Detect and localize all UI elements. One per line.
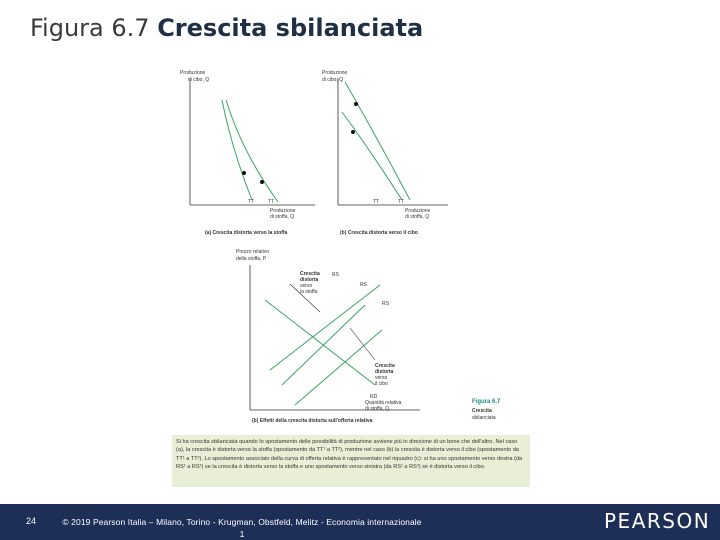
panel-a-curve-tt1	[222, 100, 252, 200]
panel-a-curve-1-label: TT	[248, 199, 255, 205]
panel-c	[236, 249, 420, 424]
panel-b-y-label-1: Produzione	[322, 70, 348, 76]
panel-c-arrow-food	[350, 328, 375, 360]
title-prefix: Figura 6.7	[30, 14, 150, 42]
panel-c-curve-rs1	[282, 305, 365, 385]
panel-c-rs2-label: RS	[332, 272, 339, 278]
figure-label-3: sbilanciata	[472, 415, 496, 421]
figure-6-7	[170, 60, 540, 490]
figure-label-2: Crescita	[472, 408, 492, 414]
panel-b-caption: (b) Crescita distorta verso il cibo	[340, 230, 418, 236]
panel-c-y-label-1: Prezzo relativo	[236, 249, 270, 255]
panel-c-rs1-label: RS	[360, 282, 367, 288]
panel-c-food-label-3: verso	[375, 375, 388, 381]
panel-c-caption: (b) Effetti della crescita distorta sull'offerta relativa	[252, 418, 373, 424]
panel-c-x-label-1: Quantità relativa	[365, 400, 402, 406]
panel-c-y-label-2: della stoffa, P	[236, 256, 267, 262]
panel-c-cloth-label-4: la stoffa	[300, 289, 318, 295]
panel-b-curve-tt1	[342, 112, 402, 200]
title-main: Crescita sbilanciata	[157, 14, 424, 42]
panel-c-food-label-2: distorta	[375, 369, 394, 375]
panel-a	[180, 70, 315, 236]
panel-b-curve-1-label: TT	[373, 199, 380, 205]
panel-b-x-label-2: di stoffa, Q	[405, 214, 430, 220]
panel-b-y-label-2: di cibo, Q	[322, 77, 344, 83]
panel-c-curve-rd	[265, 300, 375, 385]
caption-box	[172, 435, 530, 487]
figure-label-1: Figura 6.7	[472, 399, 501, 405]
panel-b-point-2	[351, 130, 355, 134]
panel-a-point-2	[260, 180, 264, 184]
panel-c-food-label-4: il cibo	[375, 381, 388, 387]
panel-a-x-label-2: di stoffa, Q	[270, 214, 295, 220]
panel-a-x-label-1: Produzione	[270, 208, 296, 214]
panel-b-point-1	[354, 102, 358, 106]
panel-c-rd-label: RD	[370, 394, 378, 400]
panel-b-curve-tt3	[345, 82, 410, 200]
panel-a-curve-tt2	[226, 100, 278, 202]
caption-text: Si ha crescita sbilanciata quando lo spostamento delle possibilità di produzione avviene più in direzione di un bene che dell'altro. Nel caso (a), la crescita è distorta verso la stoffa (spostamento da TT¹ a TT²), mentre nel caso (b) la crescita è distorta verso il cibo (spostamento da TT¹ a TT³). Lo spostamento associato della curva di offerta relativa è rappresentato nel riquadro (c): si ha uno spostamento verso destra (da RS¹ a RS²) se la crescita è distorta verso la stoffa e uno spostamento verso sinistra (da RS¹ a RS³) se è distorta verso il cibo.	[176, 439, 523, 471]
panel-c-cloth-label-3: verso	[300, 283, 313, 289]
panel-b-x-label-1: Produzione	[405, 208, 431, 214]
panel-c-curve-rs3	[295, 330, 382, 405]
page-number: 24	[26, 516, 37, 526]
panel-a-caption: (a) Crescita distorta verso la stoffa	[205, 230, 288, 236]
slide-title	[30, 14, 423, 42]
panel-c-cloth-label-2: distorta	[300, 277, 319, 283]
panel-c-x-label-2: di stoffa, Q	[365, 406, 390, 412]
panel-c-food-label-1: Crescita	[375, 363, 395, 369]
panel-c-cloth-label-1: Crescita	[300, 271, 320, 277]
pearson-logo: PEARSON	[604, 509, 711, 533]
panel-c-curve-rs2	[270, 285, 380, 370]
figure-svg	[170, 60, 540, 490]
panel-b	[322, 70, 448, 236]
panel-a-point-1	[242, 171, 246, 175]
panel-c-rs3-label: RS	[382, 301, 389, 307]
panel-a-curve-2-label: TT	[268, 199, 275, 205]
panel-a-y-label-2: di cibo, Q	[188, 77, 210, 83]
panel-a-y-label-1: Produzione	[180, 70, 206, 76]
panel-b-curve-2-label: TT	[398, 199, 405, 205]
footer-bar	[0, 504, 720, 540]
copyright-text: © 2019 Pearson Italia – Milano, Torino - Krugman, Obstfeld, Melitz - Economia internazionale 1	[62, 517, 422, 539]
figure-label	[472, 399, 501, 421]
